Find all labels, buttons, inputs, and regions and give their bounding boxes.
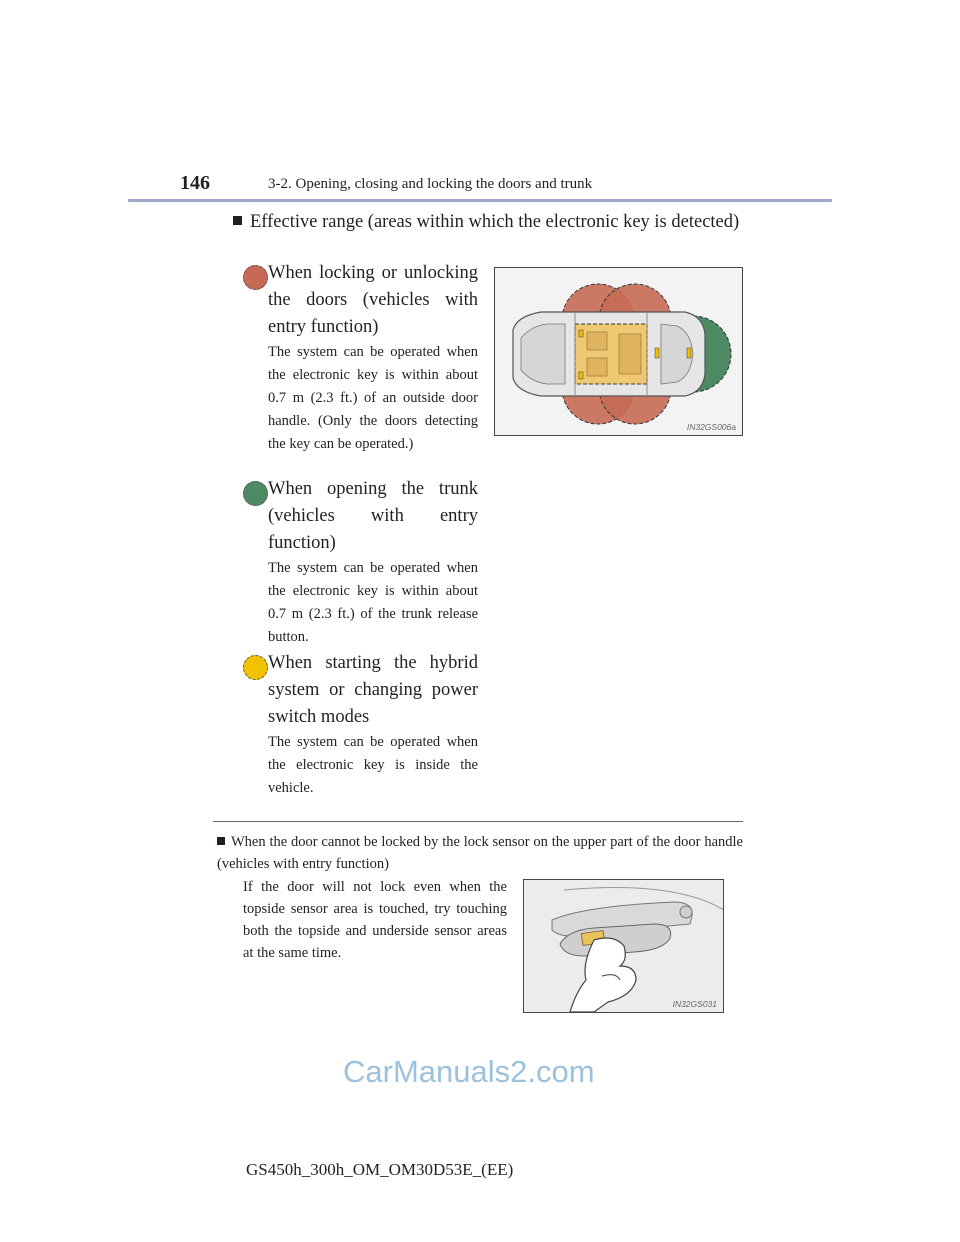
item-power-body: The system can be operated when the electronic key is inside the vehicle. — [268, 734, 478, 796]
footer-model-code: GS450h_300h_OM_OM30D53E_(EE) — [246, 1160, 514, 1179]
item-power-title: When starting the hybrid system or changing power switch modes — [268, 653, 478, 727]
figure-id-label: IN32GS031 — [672, 999, 717, 1009]
door-handle-hand-icon — [524, 880, 724, 1013]
effective-range-heading — [233, 208, 741, 237]
note-heading — [217, 831, 743, 875]
square-bullet-icon — [217, 837, 225, 845]
vehicle-top-view-icon — [495, 268, 743, 436]
section-divider — [213, 821, 743, 822]
section-title: 3-2. Opening, closing and locking the doors and trunk — [268, 176, 593, 192]
item-doors-body: The system can be operated when the electronic key is within about 0.7 m (2.3 ft.) of an outside door handle. (Only the doors detecting the key can be operated.) — [268, 344, 478, 452]
item-doors-title: When locking or unlocking the doors (vehicles with entry function) — [268, 263, 478, 337]
note-heading-text: When the door cannot be locked by the lock sensor on the upper part of the door handle (vehicles with entry function) — [217, 834, 743, 872]
header-divider — [128, 199, 832, 202]
yellow-zone-marker-icon — [243, 655, 268, 680]
figure-id-label: IN32GS006a — [686, 422, 736, 432]
item-trunk-body: The system can be operated when the electronic key is within about 0.7 m (2.3 ft.) of the trunk release button. — [268, 560, 478, 645]
vehicle-range-diagram — [494, 267, 743, 436]
item-trunk-title: When opening the trunk (vehicles with entry function) — [268, 479, 478, 553]
door-handle-figure — [523, 879, 724, 1013]
red-zone-marker-icon — [243, 265, 268, 290]
page-number: 146 — [180, 172, 210, 194]
effective-range-heading-text: Effective range (areas within which the electronic key is detected) — [250, 212, 740, 232]
green-zone-marker-icon — [243, 481, 268, 506]
note-body: If the door will not lock even when the topside sensor area is touched, try touching both the topside and underside sensor areas at the same time. — [243, 879, 507, 961]
watermark: CarManuals2.com — [343, 1054, 595, 1089]
square-bullet-icon — [233, 216, 242, 225]
